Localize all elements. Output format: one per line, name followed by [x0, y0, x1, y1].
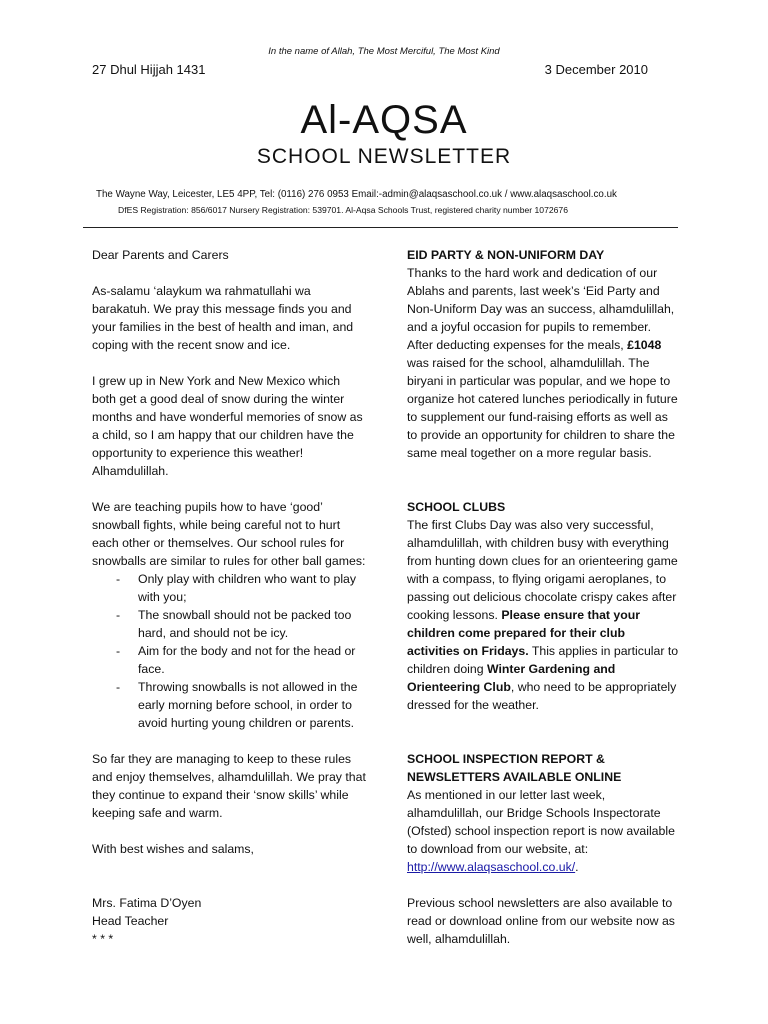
- list-item: - Throwing snowballs is not allowed in the early morning before school, in order to avoid hurting young children or parents.: [116, 680, 358, 730]
- inspection-heading: SCHOOL INSPECTION REPORT & NEWSLETTERS AVAILABLE ONLINE: [407, 752, 622, 784]
- list-dash: -: [116, 680, 121, 694]
- salutation: Dear Parents and Carers: [92, 248, 229, 262]
- hijri-date: 27 Dhul Hijjah 1431: [92, 62, 206, 77]
- list-item: - Only play with children who want to play with you;: [116, 572, 357, 604]
- list-item: - The snowball should not be packed too hard, and should not be icy.: [116, 608, 352, 640]
- end-mark: * * *: [92, 932, 114, 946]
- registration-info: DfES Registration: 856/6017 Nursery Registration: 539701. Al-Aqsa Schools Trust, registered charity number 1072676: [118, 205, 568, 215]
- list-item: - Aim for the body and not for the head or face.: [116, 644, 356, 676]
- list-dash: -: [116, 644, 121, 658]
- snowball-rules-list: [92, 570, 366, 732]
- bismillah-line: In the name of Allah, The Most Merciful, The Most Kind: [268, 46, 500, 57]
- inspection-body: As mentioned in our letter last week, alhamdulillah, our Bridge Schools Inspectorate (Ofsted) school inspection report is now available to download from our website, at: http://www.alaqsaschool.co.uk/.: [407, 788, 675, 874]
- school-website-link[interactable]: http://www.alaqsaschool.co.uk/: [407, 860, 576, 874]
- letter-paragraph: As-salamu ‘alaykum wa rahmatullahi wa barakatuh. We pray this message finds you and your families in the best of health and iman, and coping with the recent snow and ice.: [92, 284, 354, 352]
- letter-column: [92, 246, 366, 948]
- list-dash: -: [116, 572, 121, 586]
- letter-paragraph: We are teaching pupils how to have ‘good’ snowball fights, while being careful not to hurt each other or themselves. Our school rules for snowballs are similar to rules for other ball games:: [92, 500, 366, 568]
- signatory-title: Head Teacher: [92, 914, 169, 928]
- letter-paragraph: So far they are managing to keep to these rules and enjoy themselves, alhamdulillah. We pray that they continue to expand their ‘snow skills’ while keeping safe and warm.: [92, 752, 366, 820]
- school-address: The Wayne Way, Leicester, LE5 4PP, Tel: (0116) 276 0953 Email:-admin@alaqsaschool.co.uk / www.alaqsaschool.co.uk: [96, 189, 617, 200]
- clubs-body: The first Clubs Day was also very successful, alhamdulillah, with children busy with everything from hunting down clues for an orienteering game with a compass, to flying origami aeroplanes, to passing out delicious chocolate crispy cakes after cooking lessons. Please ensure that your children come prepared for their club activities on Fridays. This applies in particular to children doing Winter Gardening and Orienteering Club, who need to be appropriately dressed for the weather.: [407, 518, 679, 712]
- news-column: [407, 246, 679, 948]
- masthead-title: Al-AQSA: [300, 98, 468, 142]
- signatory-name: Mrs. Fatima D’Oyen: [92, 896, 202, 910]
- eid-heading: EID PARTY & NON-UNIFORM DAY: [407, 248, 605, 262]
- letter-paragraph: I grew up in New York and New Mexico which both get a good deal of snow during the winter months and have wonderful memories of snow as a child, so I am happy that our children have the opportunity to experience this weather! Alhamdulillah.: [92, 374, 363, 478]
- eid-body: Thanks to the hard work and dedication of our Ablahs and parents, last week’s ‘Eid Party and Non-Uniform Day was an success, alhamdulillah, and a joyful occasion for pupils to remember. After deducting expenses for the meals, £1048 was raised for the school, alhamdulillah. The biryani in particular was popular, and we hope to organize hot catered lunches periodically in future to supplement our fund-raising efforts as well as to provide an opportunity for children to share the same meal together on a more regular basis.: [407, 266, 678, 460]
- clubs-heading: SCHOOL CLUBS: [407, 500, 506, 514]
- amount-raised: £1048: [627, 338, 662, 352]
- inspection-paragraph: Previous school newsletters are also available to read or download online from our website now as well, alhamdulillah.: [407, 896, 675, 946]
- list-dash: -: [116, 608, 121, 622]
- closing-line: With best wishes and salams,: [92, 842, 254, 856]
- header-divider: [83, 227, 678, 228]
- gregorian-date: 3 December 2010: [544, 62, 648, 77]
- masthead-subtitle: SCHOOL NEWSLETTER: [256, 145, 512, 168]
